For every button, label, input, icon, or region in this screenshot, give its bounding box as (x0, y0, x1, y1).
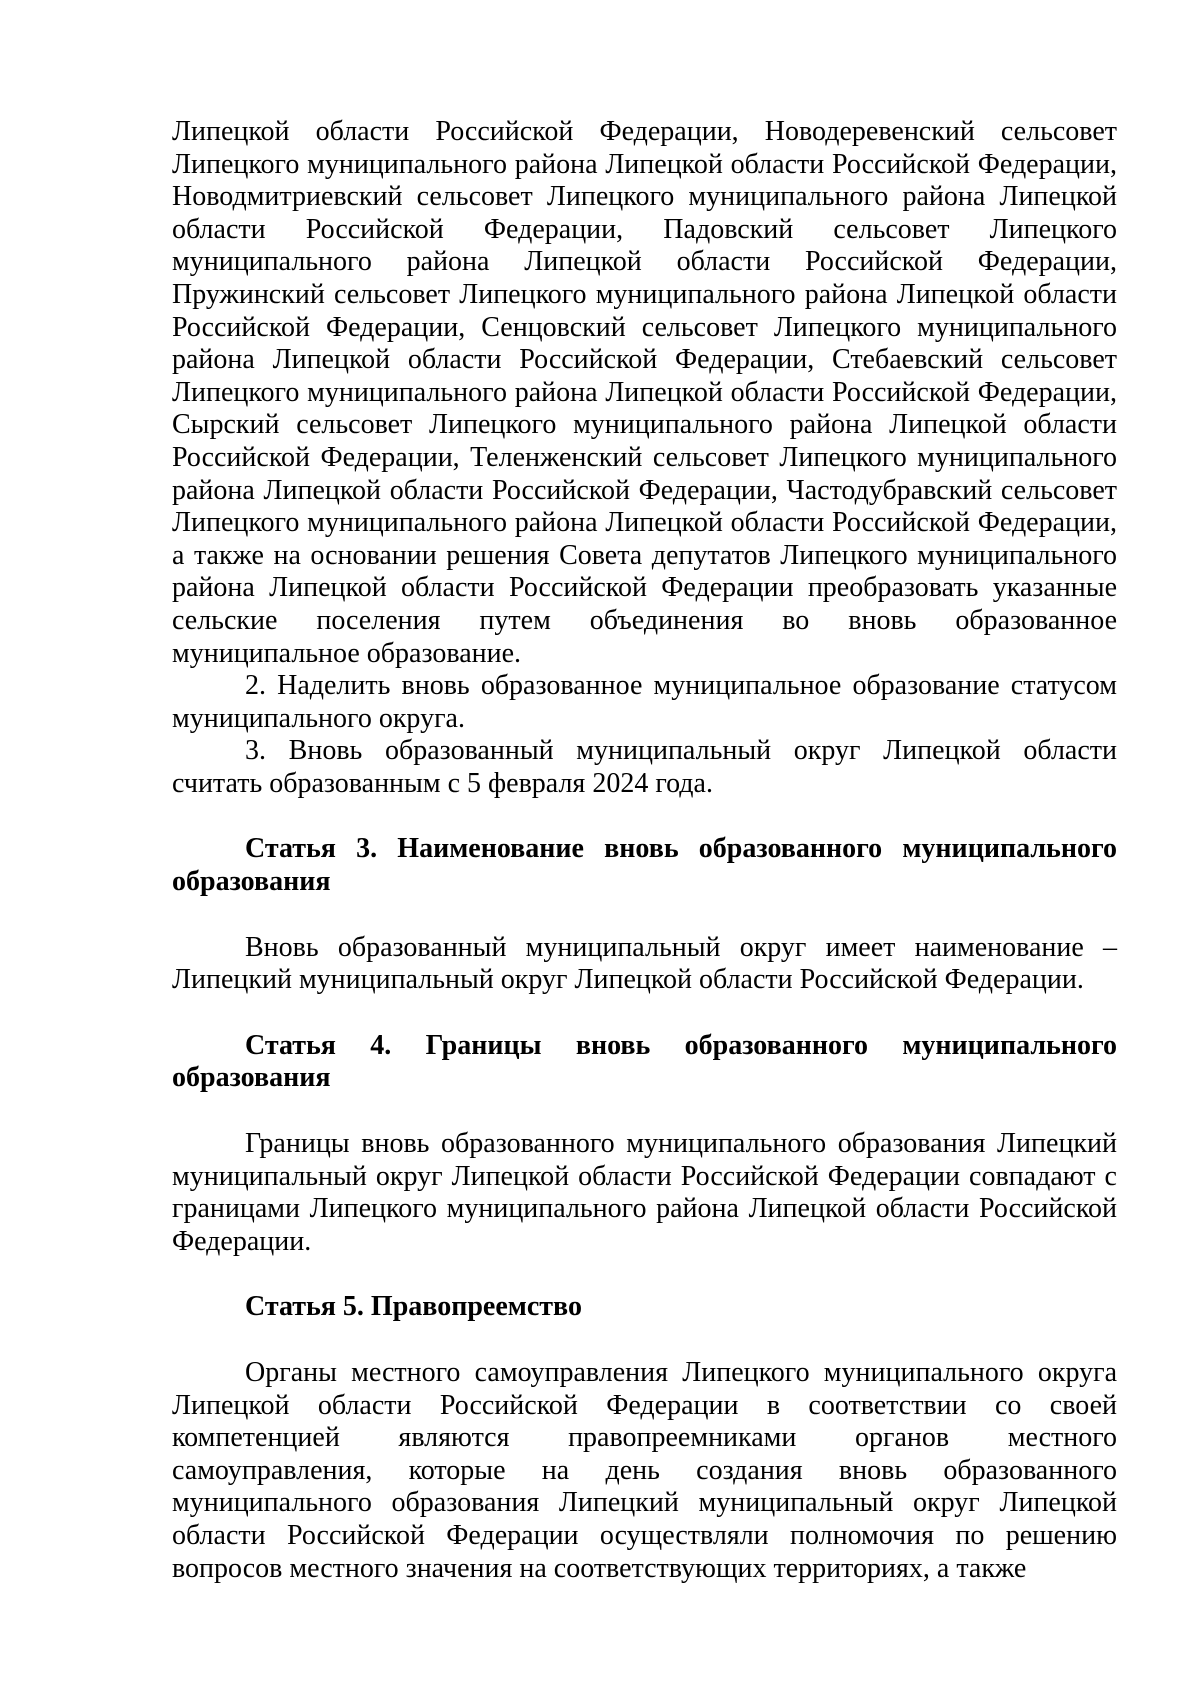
intro-paragraph: Липецкой области Российской Федерации, Новодеревенский сельсовет Липецкого муниципального района Липецкой области Российской Федерации, Новодмитриевский сельсовет Липецкого муниципального района Липецкой области Российской Федерации, Падовский сельсовет Липецкого муниципального района Липецкой области Российской Федерации, Пружинский сельсовет Липецкого муниципального района Липецкой области Российской Федерации, Сенцовский сельсовет Липецкого муниципального района Липецкой области Российской Федерации, Стебаевский сельсовет Липецкого муниципального района Липецкой области Российской Федерации, Сырский сельсовет Липецкого муниципального района Липецкой области Российской Федерации, Теленженский сельсовет Липецкого муниципального района Липецкой области Российской Федерации, Частодубравский сельсовет Липецкого муниципального района Липецкой области Российской Федерации, а также на основании решения Совета депутатов Липецкого муниципального района Липецкой области Российской Федерации преобразовать указанные сельские поселения путем объединения во вновь образованное муниципальное образование. (172, 116, 1117, 669)
article-3-heading: Статья 3. Наименование вновь образованного муниципального образования (172, 833, 1117, 898)
article-5-heading: Статья 5. Правопреемство (245, 1291, 582, 1323)
article-5-body: Органы местного самоуправления Липецкого муниципального округа Липецкой области Российской Федерации в соответствии со своей компетенцией являются правопреемниками органов местного самоуправления, которые на день создания вновь образованного муниципального образования Липецкий муниципальный округ Липецкой области Российской Федерации осуществляли полномочия по решению вопросов местного значения на соответствующих территориях, а также (172, 1357, 1117, 1584)
item-2-paragraph: 2. Наделить вновь образованное муниципальное образование статусом муниципального округа. (172, 670, 1117, 734)
item-3-paragraph: 3. Вновь образованный муниципальный округ Липецкой области считать образованным с 5 февраля 2024 года. (172, 735, 1117, 799)
article-4-heading: Статья 4. Границы вновь образованного муниципального образования (172, 1029, 1117, 1094)
document-page (172, 116, 1117, 1585)
article-3-body: Вновь образованный муниципальный округ имеет наименование – Липецкий муниципальный округ Липецкой области Российской Федерации. (172, 931, 1117, 996)
article-4-body: Границы вновь образованного муниципального образования Липецкий муниципальный округ Липецкой области Российской Федерации совпадают с границами Липецкого муниципального района Липецкой области Российской Федерации. (172, 1128, 1117, 1257)
